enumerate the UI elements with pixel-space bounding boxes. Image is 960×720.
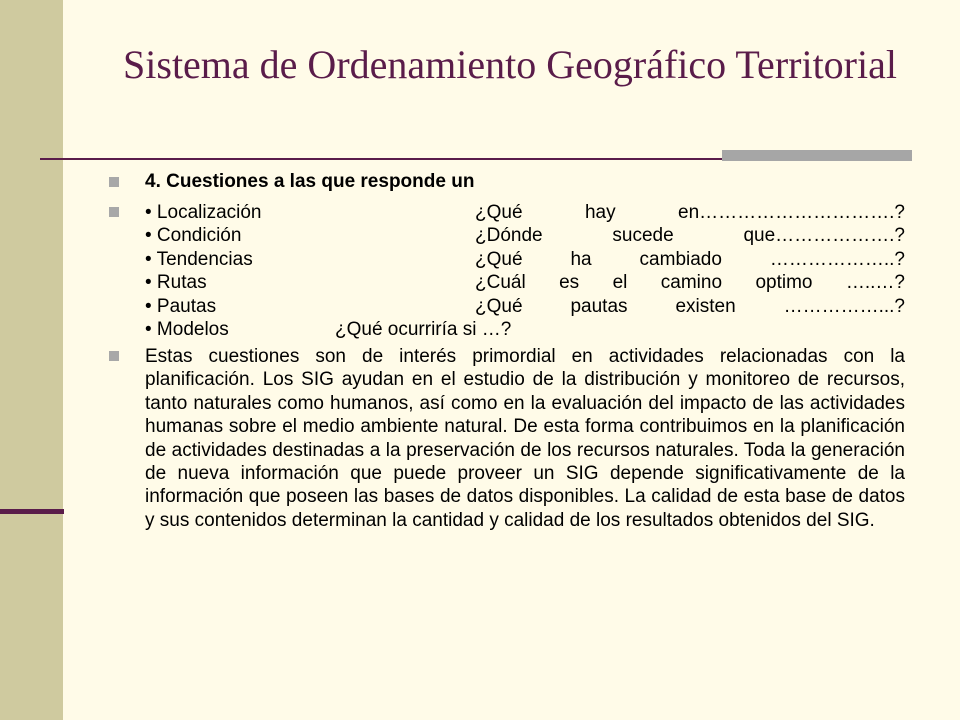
query-row (145, 201, 905, 224)
query-list (145, 201, 905, 341)
query-label: • Localización (145, 202, 262, 223)
query-label: • Tendencias (145, 248, 253, 270)
query-row (145, 224, 905, 247)
slide-title: Sistema de Ordenamiento Geográfico Territorial (123, 42, 897, 87)
query-question: ¿Qué hay en………………………….? (475, 202, 905, 223)
square-bullet-icon (109, 207, 119, 217)
query-question: ¿Cuál es el camino optimo …..…? (475, 272, 905, 294)
title-divider-block (722, 150, 912, 161)
query-label: • Rutas (145, 272, 207, 294)
query-question: ¿Qué ocurriría si …? (335, 318, 512, 340)
square-bullet-icon (109, 351, 119, 361)
query-row (145, 271, 905, 294)
section-heading: 4. Cuestiones a las que responde un (145, 171, 475, 192)
query-label: • Pautas (145, 295, 217, 317)
query-question: ¿Qué ha cambiado ………………..? (475, 248, 905, 270)
decorative-sidebar (0, 0, 63, 720)
query-question: ¿Qué pautas existen ……………...? (475, 295, 905, 317)
query-label: • Modelos (145, 318, 229, 340)
query-question: ¿Dónde sucede que……………….? (475, 225, 905, 247)
query-row (145, 248, 905, 271)
sidebar-accent-tick (0, 509, 64, 514)
query-label: • Condición (145, 225, 242, 247)
square-bullet-icon (109, 177, 119, 187)
query-row (145, 295, 905, 318)
body-paragraph: Estas cuestiones son de interés primordial en actividades relacionadas con la planificación. Los SIG ayudan en el estudio de la distribución y monitoreo de recursos, tanto naturales como humanos, así como en la evaluación del impacto de las actividades humanas sobre el medio ambiente natural. De esta forma contribuimos en la planificación de actividades destinadas a la preservación de los recursos naturales. Toda la generación de nueva información que puede proveer un SIG depende significativamente de la información que poseen las bases de datos disponibles. La calidad de esta base de datos y sus contenidos determinan la cantidad y calidad de los resultados obtenidos del SIG. (145, 346, 905, 531)
query-row (145, 318, 905, 341)
